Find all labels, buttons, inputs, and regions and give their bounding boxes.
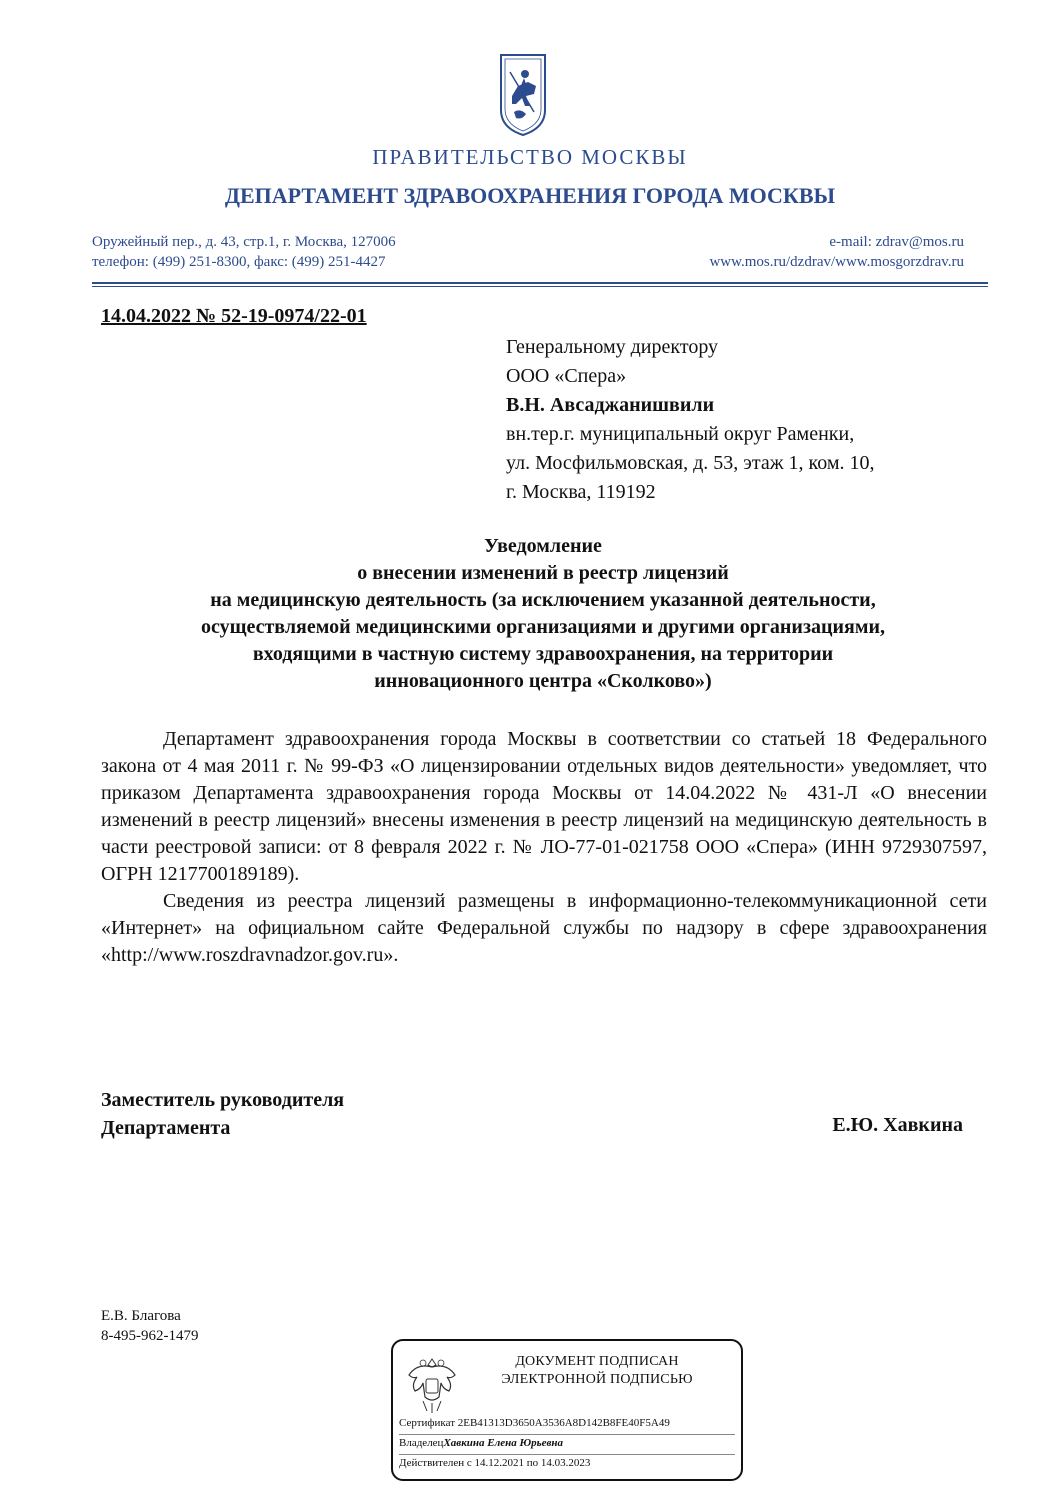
notice-body [101,726,987,969]
stamp-heading [477,1353,717,1389]
department-address [92,232,396,272]
phone-fax-line: телефон: (499) 251-8300, факс: (499) 251-4427 [92,254,386,270]
signatory-position [101,1086,344,1142]
executor-name: Е.В. Благова [101,1308,181,1324]
stamp-divider [399,1454,735,1455]
signatory-position-line: Заместитель руководителя [101,1089,345,1111]
recipient-address-line: г. Москва, 119192 [506,481,656,503]
notice-title [100,533,986,695]
moscow-coat-of-arms-icon [498,52,548,138]
department-title: ДЕПАРТАМЕНТ ЗДРАВООХРАНЕНИЯ ГОРОДА МОСКВЫ [224,183,836,208]
validity-line: Действителен с 14.12.2021 по 14.03.2023 [399,1457,591,1469]
website-line: www.mos.ru/dzdrav/www.mosgorzdrav.ru [709,254,964,270]
body-paragraph: Сведения из реестра лицензий размещены в информационно-телекоммуникационной сети «Интернет» на официальном сайте Федеральной службы по надзору в сфере здравоохранения «http://www.roszdravnadzor.gov.ru». [101,890,987,966]
email-line: e-mail: zdrav@mos.ru [829,234,964,250]
header-divider-thick [92,282,988,284]
department-contacts [709,232,964,272]
executor-block [101,1306,199,1346]
stamp-heading-line: ДОКУМЕНТ ПОДПИСАН [515,1354,679,1369]
body-paragraph: Департамент здравоохранения города Москвы в соответствии со статьей 18 Федерального закона от 4 мая 2011 г. № 99-ФЗ «О лицензировании отдельных видов деятельности» уведомляет, что приказом Департамента здравоохранения города Москвы от 14.04.2022 № 431-Л «О внесении изменений в реестр лицензий» внесены изменения в реестр лицензий на медицинскую деятельность в части реестровой записи: от 8 февраля 2022 г. № ЛО-77-01-021758 ООО «Спера» (ИНН 9729307597, ОГРН 1217700189189). [101,728,987,885]
electronic-signature-stamp [391,1339,743,1481]
title-line: о внесении изменений в реестр лицензий [357,562,729,584]
recipient-address-line: вн.тер.г. муниципальный округ Раменки, [506,423,855,445]
recipient-company: ООО «Спера» [506,365,627,387]
title-line: Уведомление [484,535,602,557]
header-divider-thin [92,286,988,287]
certificate-value: 2EB41313D3650A3536A8D142B8FE40F5A49 [457,1417,670,1429]
title-line: входящими в частную систему здравоохранения, на территории [252,643,834,665]
title-line: на медицинскую деятельность (за исключением указанной деятельности, [210,589,876,611]
title-line: инновационного центра «Сколково») [374,670,712,692]
document-number: 14.04.2022 № 52-19-0974/22-01 [101,305,367,327]
owner-label: Владелец [399,1437,444,1449]
stamp-heading-line: ЭЛЕКТРОННОЙ ПОДПИСЬЮ [501,1372,693,1387]
owner-line [399,1437,563,1449]
address-line: Оружейный пер., д. 43, стр.1, г. Москва, 127006 [92,234,396,250]
signatory-name: Е.Ю. Хавкина [832,1114,963,1136]
signatory-position-line: Департамента [101,1117,231,1139]
title-line: осуществляемой медицинскими организациями и другими организациями, [200,616,886,638]
certificate-line [399,1417,739,1429]
russian-emblem-icon [403,1353,461,1417]
recipient-position: Генеральному директору [506,336,719,358]
government-title: ПРАВИТЕЛЬСТВО МОСКВЫ [372,145,688,169]
owner-value: Хавкина Елена Юрьевна [443,1437,564,1449]
stamp-divider [399,1434,735,1435]
executor-phone: 8-495-962-1479 [101,1328,199,1344]
certificate-label: Сертификат [399,1417,455,1429]
recipient-address-line: ул. Мосфильмовская, д. 53, этаж 1, ком. 10, [506,452,875,474]
recipient-block [506,333,986,507]
recipient-name: В.Н. Авсаджанишвили [506,394,715,416]
